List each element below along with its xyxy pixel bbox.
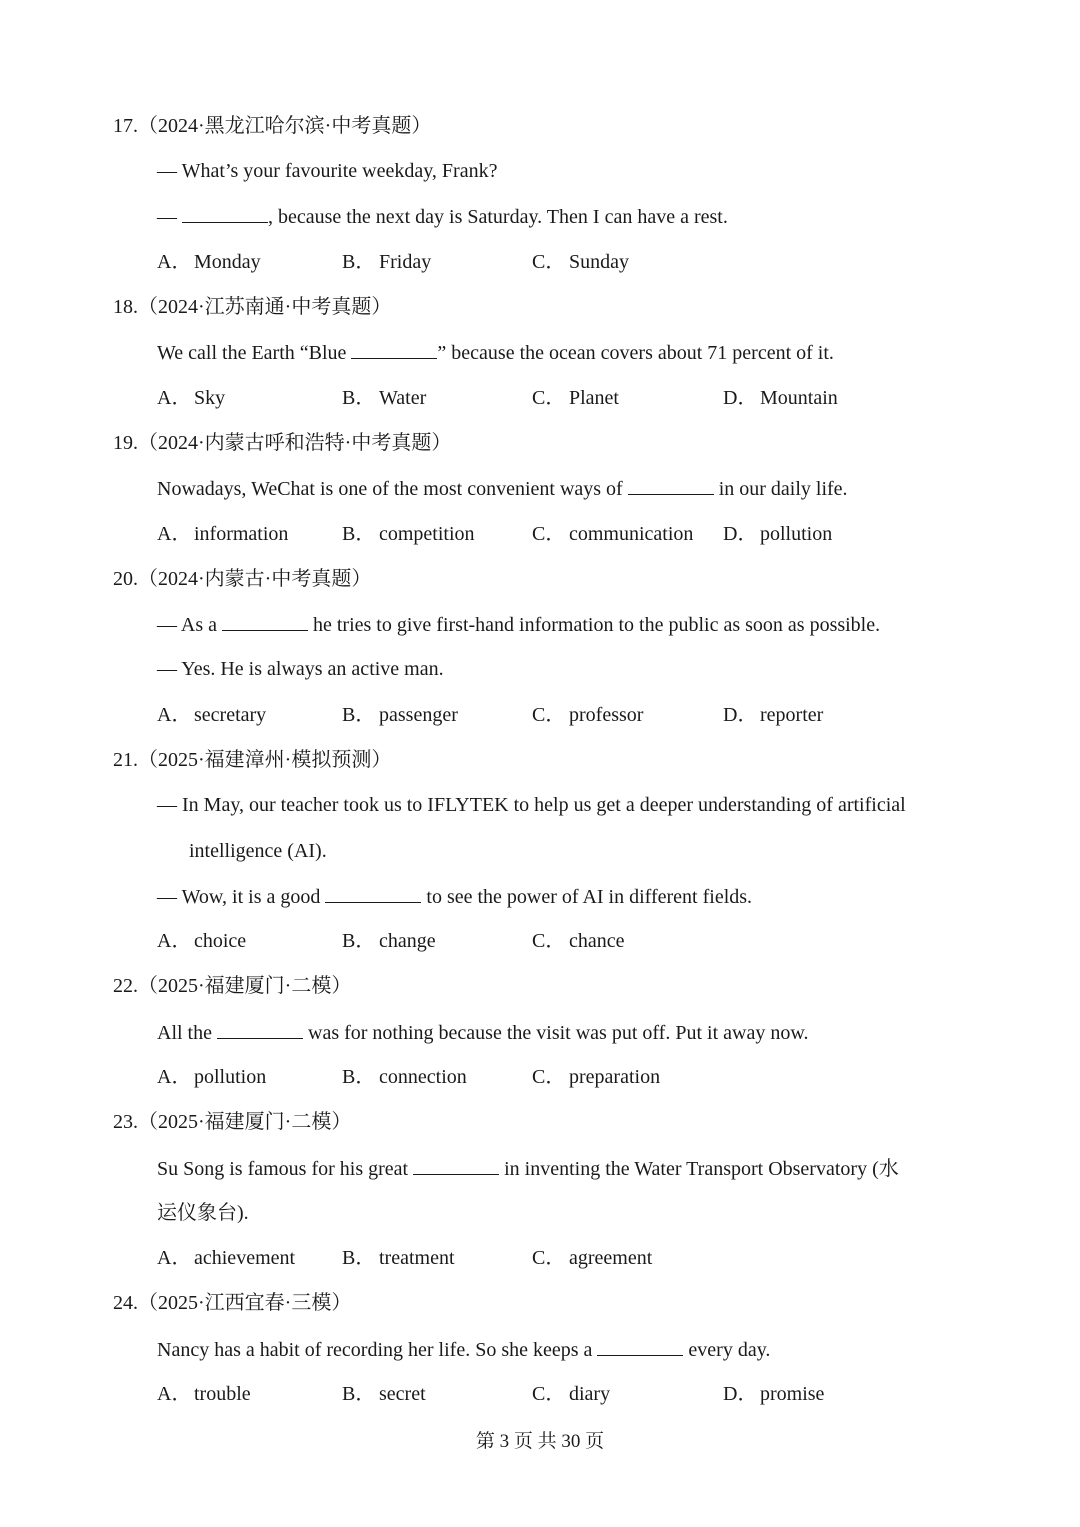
answer-blank	[325, 884, 421, 903]
question-21-line-1-cont: intelligence (AI).	[189, 840, 327, 862]
question-20-heading: 20.（2024·内蒙古·中考真题）	[113, 568, 372, 590]
answer-blank	[597, 1337, 683, 1356]
question-22-line-1: All the was for nothing because the visit was put off. Put it away now.	[157, 1022, 809, 1044]
question-17-line-1: — What’s your favourite weekday, Frank?	[157, 160, 498, 182]
answer-blank	[351, 340, 437, 359]
question-23-line-1-cont: 运仪象台).	[157, 1202, 249, 1224]
option-a: A． Sky	[157, 387, 226, 409]
option-a: A． choice	[157, 930, 247, 952]
option-c: C． communication	[532, 523, 694, 545]
option-c: C． Planet	[532, 387, 619, 409]
question-18-line-1: We call the Earth “Blue ” because the ocean covers about 71 percent of it.	[157, 342, 834, 364]
option-c: C． professor	[532, 704, 644, 726]
option-b: B． treatment	[342, 1247, 455, 1269]
option-a: A． Monday	[157, 251, 261, 273]
option-a: A． pollution	[157, 1066, 267, 1088]
question-17-line-2: — , because the next day is Saturday. Then I can have a rest.	[157, 206, 728, 228]
option-b: B． Friday	[342, 251, 432, 273]
option-a: A． information	[157, 523, 289, 545]
answer-blank	[628, 476, 714, 495]
option-c: C． chance	[532, 930, 625, 952]
question-19-heading: 19.（2024·内蒙古呼和浩特·中考真题）	[113, 432, 452, 454]
question-21-line-1: — In May, our teacher took us to IFLYTEK to help us get a deeper understanding of artificial	[157, 794, 906, 816]
answer-blank	[217, 1020, 303, 1039]
option-c: C． agreement	[532, 1247, 653, 1269]
question-21-heading: 21.（2025·福建漳州·模拟预测）	[113, 749, 392, 771]
option-b: B． passenger	[342, 704, 458, 726]
question-20-line-1: — As a he tries to give first-hand information to the public as soon as possible.	[157, 614, 881, 636]
answer-blank	[182, 204, 268, 223]
option-d: D． reporter	[723, 704, 824, 726]
question-23-heading: 23.（2025·福建厦门·二模）	[113, 1111, 352, 1133]
page-footer: 第 3 页 共 30 页	[475, 1431, 605, 1452]
question-22-heading: 22.（2025·福建厦门·二模）	[113, 975, 352, 997]
option-d: D． promise	[723, 1383, 825, 1405]
option-d: D． Mountain	[723, 387, 838, 409]
option-a: A． secretary	[157, 704, 267, 726]
question-18-heading: 18.（2024·江苏南通·中考真题）	[113, 296, 392, 318]
question-24-line-1: Nancy has a habit of recording her life. So she keeps a every day.	[157, 1339, 771, 1361]
question-20-line-2: — Yes. He is always an active man.	[157, 658, 444, 680]
question-17-heading: 17.（2024·黑龙江哈尔滨·中考真题）	[113, 115, 432, 137]
option-b: B． competition	[342, 523, 475, 545]
question-23-line-1: Su Song is famous for his great in inventing the Water Transport Observatory (水	[157, 1158, 899, 1180]
option-c: C． Sunday	[532, 251, 629, 273]
option-b: B． connection	[342, 1066, 467, 1088]
option-d: D． pollution	[723, 523, 833, 545]
option-a: A． achievement	[157, 1247, 296, 1269]
option-c: C． preparation	[532, 1066, 661, 1088]
question-19-line-1: Nowadays, WeChat is one of the most convenient ways of in our daily life.	[157, 478, 848, 500]
answer-blank	[413, 1156, 499, 1175]
question-24-heading: 24.（2025·江西宜春·三模）	[113, 1292, 352, 1314]
option-b: B． Water	[342, 387, 427, 409]
option-b: B． secret	[342, 1383, 426, 1405]
question-21-line-2: — Wow, it is a good to see the power of AI in different fields.	[157, 886, 753, 908]
answer-blank	[222, 612, 308, 631]
option-a: A． trouble	[157, 1383, 251, 1405]
option-c: C． diary	[532, 1383, 611, 1405]
option-b: B． change	[342, 930, 436, 952]
